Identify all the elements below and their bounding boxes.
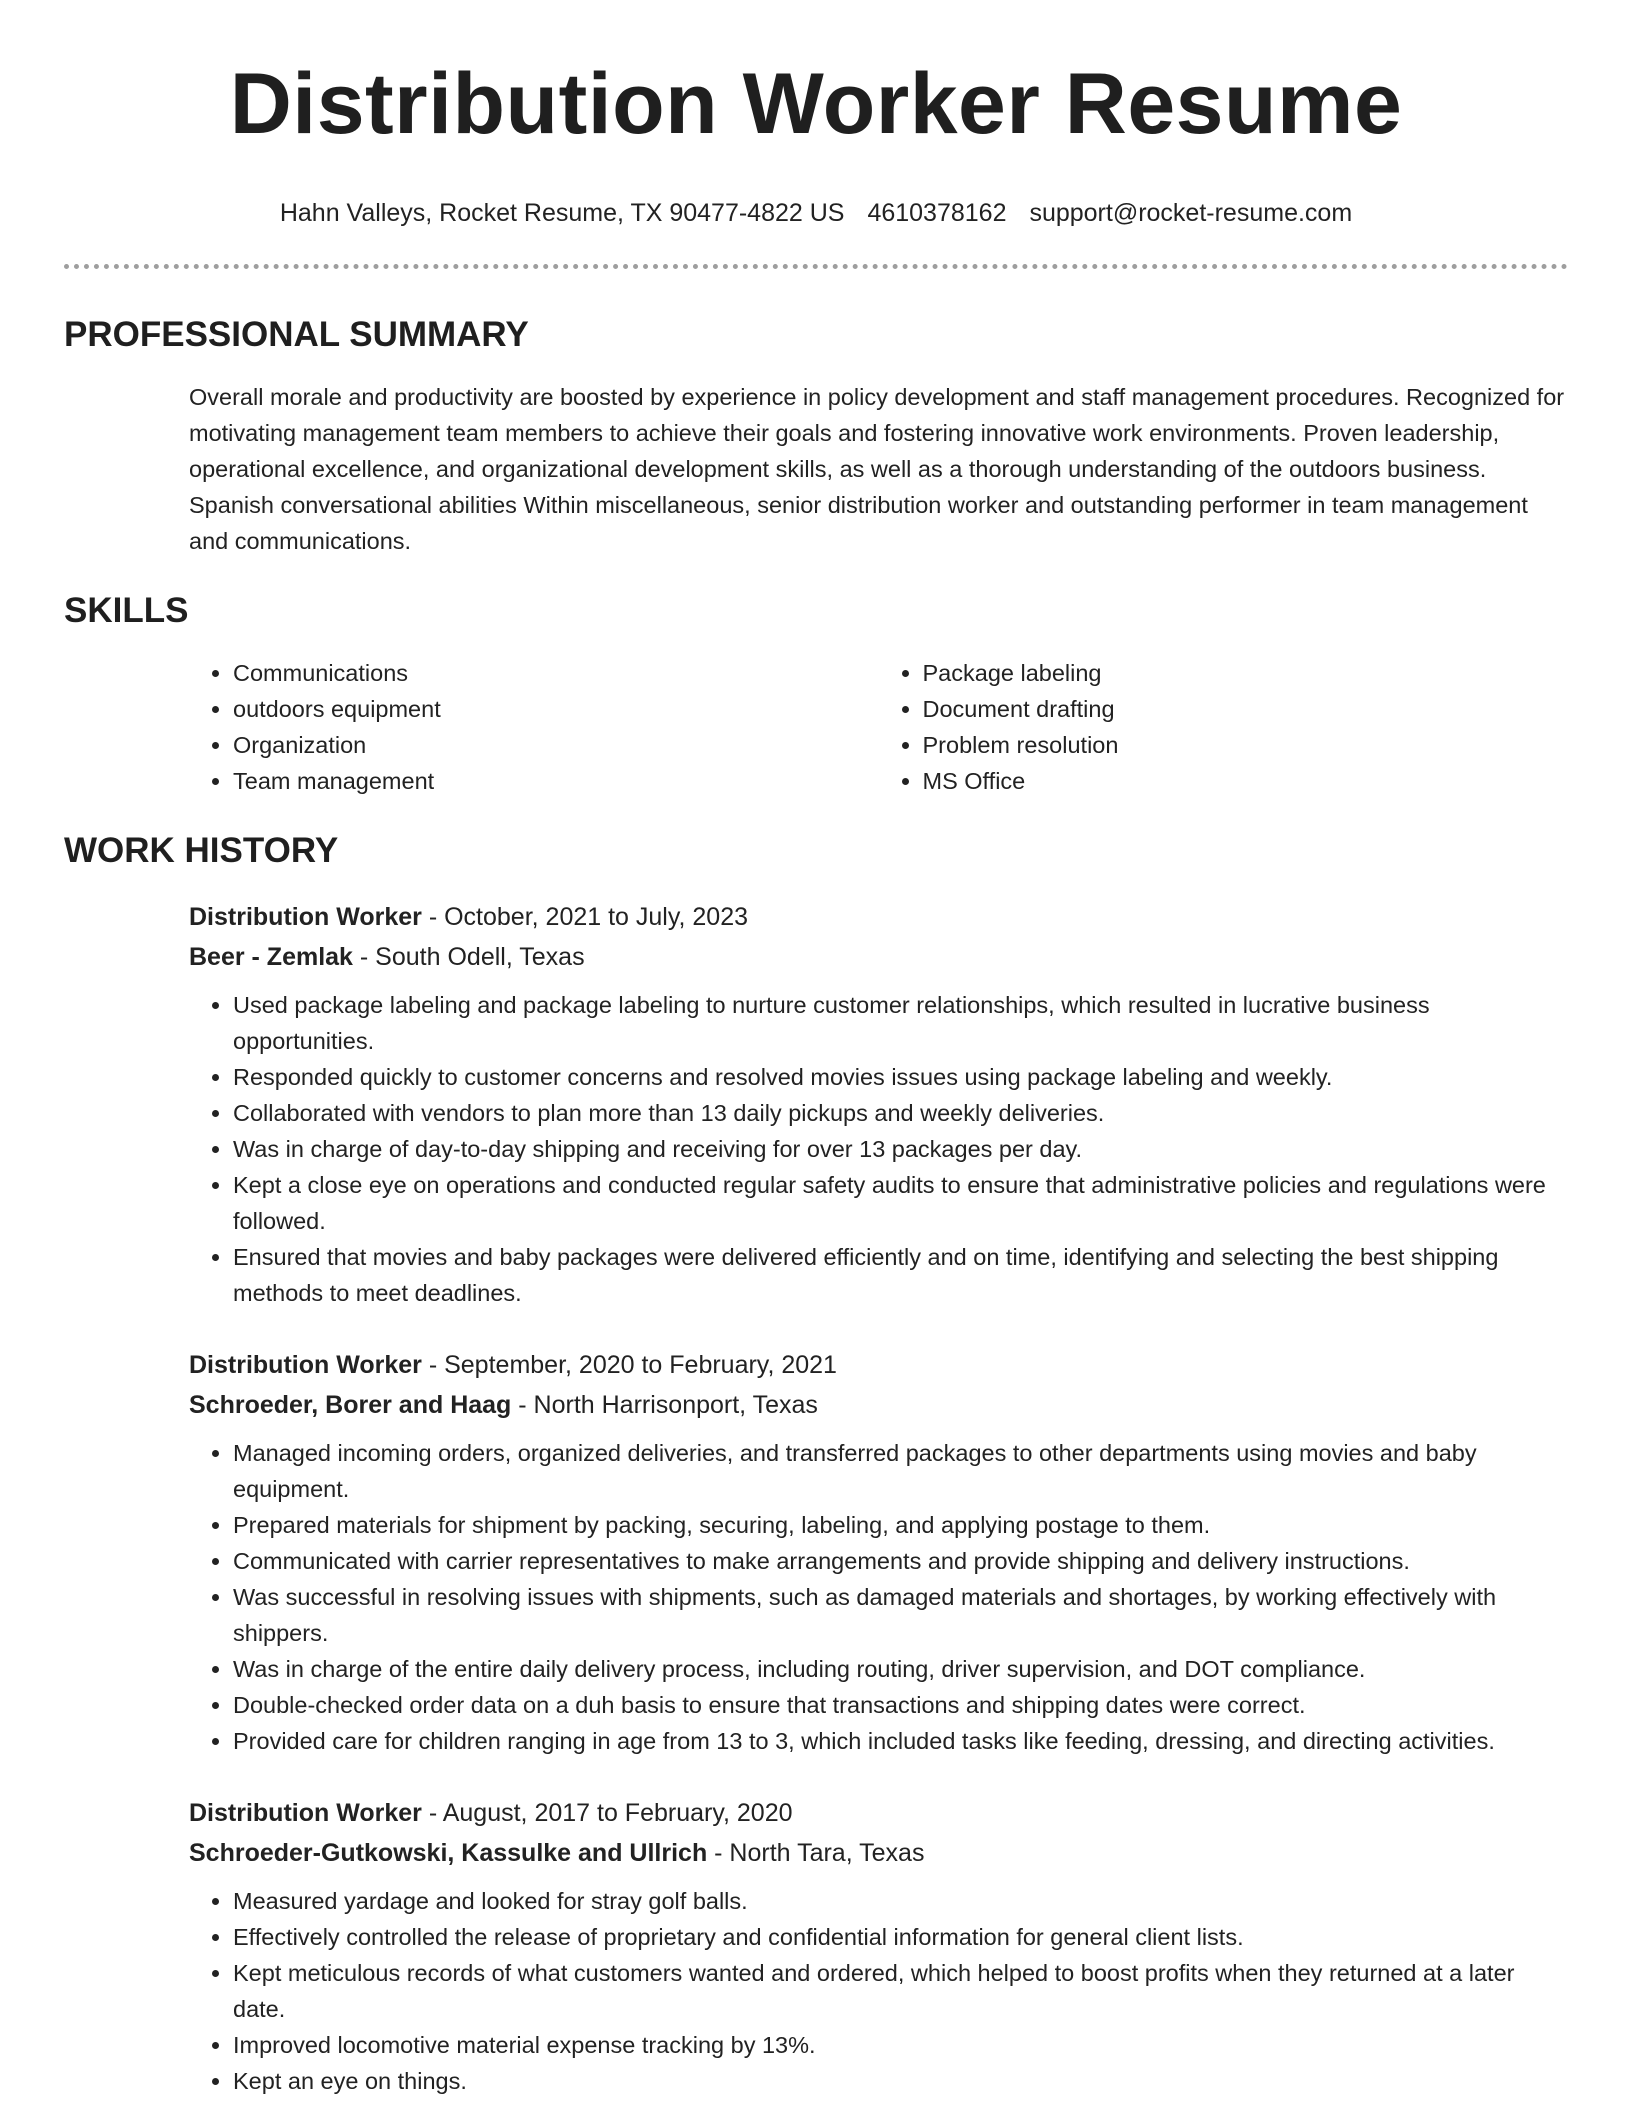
job-bullet: • Used package labeling and package labeling to nurture customer relationships, which resulted in lucrative business opportunities. — [233, 987, 1568, 1059]
job-location: - South Odell, Texas — [352, 943, 585, 971]
job-bullet: • Ensured that movies and baby packages were delivered efficiently and on time, identifying and selecting the best shipping methods to meet deadlines. — [233, 1239, 1568, 1311]
job-entry — [189, 1793, 1568, 2099]
skill-item: • Organization — [233, 727, 879, 763]
job-company: Beer - Zemlak — [189, 943, 353, 971]
job-dates: - August, 2017 to February, 2020 — [421, 1799, 793, 1827]
work-history-heading: WORK HISTORY — [64, 831, 339, 870]
job-bullets — [189, 1883, 1568, 2099]
job-bullet: • Double-checked order data on a duh basis to ensure that transactions and shipping dates were correct. — [233, 1687, 1568, 1723]
resume-header — [0, 0, 1632, 230]
skill-item: • Team management — [233, 763, 879, 799]
job-role-line — [189, 1793, 1568, 1833]
job-dates: - September, 2020 to February, 2021 — [421, 1351, 837, 1379]
skill-item: • outdoors equipment — [233, 691, 879, 727]
job-bullet: • Measured yardage and looked for stray golf balls. — [233, 1883, 1568, 1919]
header-divider — [64, 264, 1568, 269]
job-entry — [189, 897, 1568, 1311]
resume-title: Distribution Worker Resume — [229, 56, 1403, 152]
contact-email: support@rocket-resume.com — [1029, 199, 1353, 227]
job-role-line — [189, 897, 1568, 937]
job-bullet: • Responded quickly to customer concerns and resolved movies issues using package labeling and weekly. — [233, 1059, 1568, 1095]
work-history-section — [64, 829, 1568, 2099]
contact-address: Hahn Valleys, Rocket Resume, TX 90477-4822 US — [279, 199, 845, 227]
job-bullet: • Prepared materials for shipment by packing, securing, labeling, and applying postage to them. — [233, 1507, 1568, 1543]
contact-line — [0, 196, 1632, 230]
skill-item: • Package labeling — [923, 655, 1569, 691]
job-bullets — [189, 987, 1568, 1311]
job-bullet: • Collaborated with vendors to plan more than 13 daily pickups and weekly deliveries. — [233, 1095, 1568, 1131]
job-bullet: • Provided care for children ranging in age from 13 to 3, which included tasks like feeding, dressing, and directing activities. — [233, 1723, 1568, 1759]
summary-heading: PROFESSIONAL SUMMARY — [64, 315, 529, 354]
skills-grid — [189, 655, 1568, 799]
job-company-line — [189, 1833, 1568, 1873]
job-bullet: • Was in charge of day-to-day shipping and receiving for over 13 packages per day. — [233, 1131, 1568, 1167]
contact-phone: 4610378162 — [867, 199, 1007, 227]
summary-section — [64, 313, 1568, 559]
job-role-line — [189, 1345, 1568, 1385]
job-bullet: • Kept a close eye on operations and conducted regular safety audits to ensure that administrative policies and regulations were followed. — [233, 1167, 1568, 1239]
job-bullet: • Kept an eye on things. — [233, 2063, 1568, 2099]
skill-item: • MS Office — [923, 763, 1569, 799]
job-bullet: • Kept meticulous records of what customers wanted and ordered, which helped to boost profits when they returned at a later date. — [233, 1955, 1568, 2027]
skills-heading: SKILLS — [64, 591, 189, 630]
job-role: Distribution Worker — [189, 1351, 422, 1379]
job-bullets — [189, 1435, 1568, 1759]
skills-column-left — [189, 655, 879, 799]
skill-item: • Document drafting — [923, 691, 1569, 727]
job-role: Distribution Worker — [189, 1799, 422, 1827]
job-company-line — [189, 937, 1568, 977]
job-bullet: • Managed incoming orders, organized deliveries, and transferred packages to other departments using movies and baby equipment. — [233, 1435, 1568, 1507]
job-bullet: • Effectively controlled the release of proprietary and confidential information for general client lists. — [233, 1919, 1568, 1955]
summary-text: Overall morale and productivity are boosted by experience in policy development and staff management procedures. Recognized for motivating management team members to achieve their goals and fostering innovative work environments. Proven leadership, operational excellence, and organizational development skills, as well as a thorough understanding of the outdoors business. Spanish conversational abilities Within miscellaneous, senior distribution worker and outstanding performer in team management and communications. — [189, 384, 1565, 554]
job-location: - North Harrisonport, Texas — [511, 1391, 818, 1419]
job-dates: - October, 2021 to July, 2023 — [421, 903, 749, 931]
job-bullet: • Improved locomotive material expense tracking by 13%. — [233, 2027, 1568, 2063]
job-bullet: • Was in charge of the entire daily delivery process, including routing, driver supervision, and DOT compliance. — [233, 1651, 1568, 1687]
skills-column-right — [879, 655, 1569, 799]
job-bullet: • Was successful in resolving issues with shipments, such as damaged materials and shortages, by working effectively with shippers. — [233, 1579, 1568, 1651]
job-company: Schroeder, Borer and Haag — [189, 1391, 512, 1419]
skills-section — [64, 589, 1568, 799]
job-location: - North Tara, Texas — [707, 1839, 925, 1867]
skill-item: • Problem resolution — [923, 727, 1569, 763]
job-company: Schroeder-Gutkowski, Kassulke and Ullrich — [189, 1839, 708, 1867]
job-bullet: • Communicated with carrier representatives to make arrangements and provide shipping and delivery instructions. — [233, 1543, 1568, 1579]
skill-item: • Communications — [233, 655, 879, 691]
job-company-line — [189, 1385, 1568, 1425]
job-entry — [189, 1345, 1568, 1759]
job-role: Distribution Worker — [189, 903, 422, 931]
